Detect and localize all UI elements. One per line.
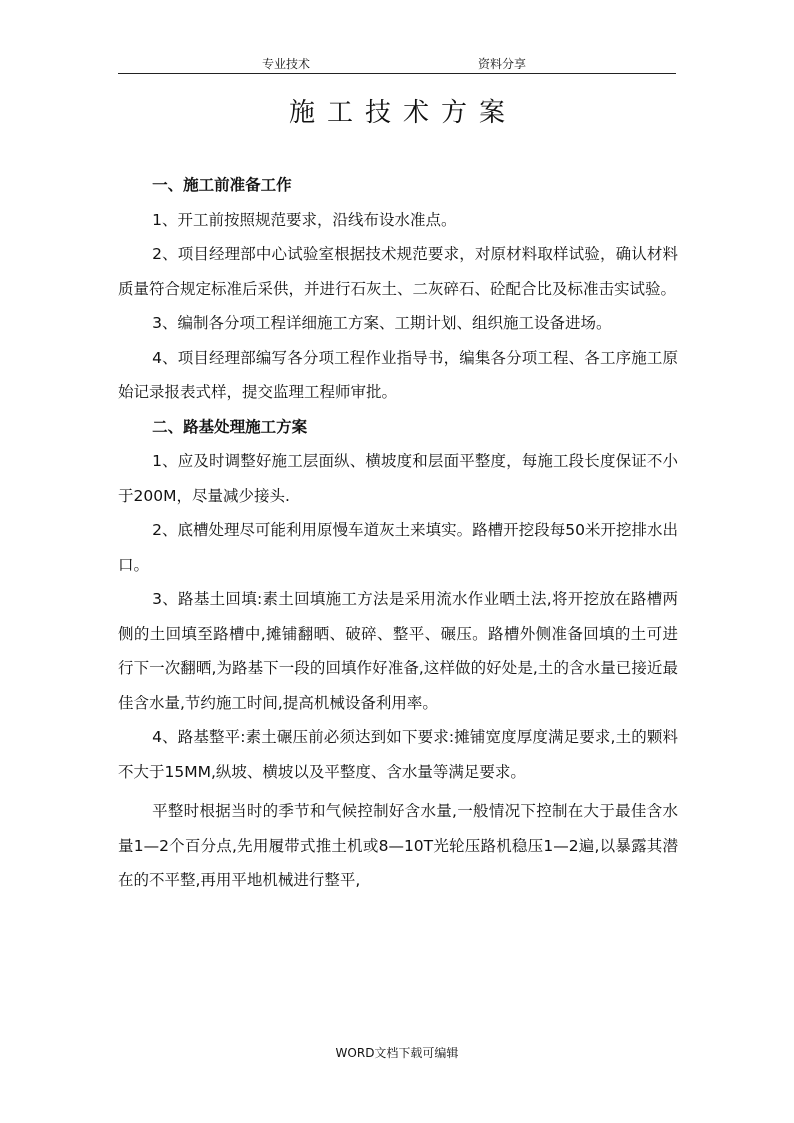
paragraph: 4、项目经理部编写各分项工程作业指导书，编集各分项工程、各工序施工原始记录报表式样，提交监理工程师审批。 (118, 348, 678, 401)
paragraph: 平整时根据当时的季节和气候控制好含水量,一般情况下控制在大于最佳含水量1—2个百分点,先用履带式推土机或8—10T光轮压路机稳压1—2遍,以暴露其潜在的不平整,再用平地机械进行整平, (118, 802, 678, 889)
paragraph: 3、编制各分项工程详细施工方案、工期计划、组织施工设备进场。 (152, 314, 612, 332)
footer-label: WORD文档下载可编辑 (335, 1046, 459, 1060)
paragraph: 3、路基土回填:素土回填施工方法是采用流水作业晒土法,将开挖放在路槽两侧的土回填至路槽中,摊铺翻晒、破碎、整平、碾压。路槽外侧准备回填的土可进行下一次翻晒,为路基下一段的回填作好准备,这样做的好处是,土的含水量已接近最佳含水量,节约施工时间,提高机械设备利用率。 (118, 590, 678, 712)
paragraph: 2、项目经理部中心试验室根据技术规范要求，对原材料取样试验，确认材料质量符合规定标准后采供，并进行石灰土、二灰碎石、砼配合比及标准击实试验。 (118, 245, 678, 298)
paragraph: 1、开工前按照规范要求，沿线布设水准点。 (152, 210, 457, 229)
paragraph: 1、应及时调整好施工层面纵、横坡度和层面平整度，每施工段长度保证不小于200M，尽量减少接头. (118, 452, 678, 505)
header-divider (118, 73, 676, 74)
header-left-label: 专业技术 (262, 57, 311, 71)
paragraph: 4、路基整平:素土碾压前必须达到如下要求:摊铺宽度厚度满足要求,土的颗料不大于15MM,纵坡、横坡以及平整度、含水量等满足要求。 (118, 728, 678, 781)
header-right-label: 资料分享 (478, 57, 527, 71)
section-heading-preparation: 一、施工前准备工作 (152, 176, 292, 194)
section-heading-subgrade: 二、路基处理施工方案 (152, 417, 308, 436)
document-body (118, 168, 678, 898)
paragraph: 2、底槽处理尽可能利用原慢车道灰土来填实。路槽开挖段每50米开挖排水出口。 (118, 521, 678, 574)
document-title: 施工技术方案 (288, 98, 517, 128)
